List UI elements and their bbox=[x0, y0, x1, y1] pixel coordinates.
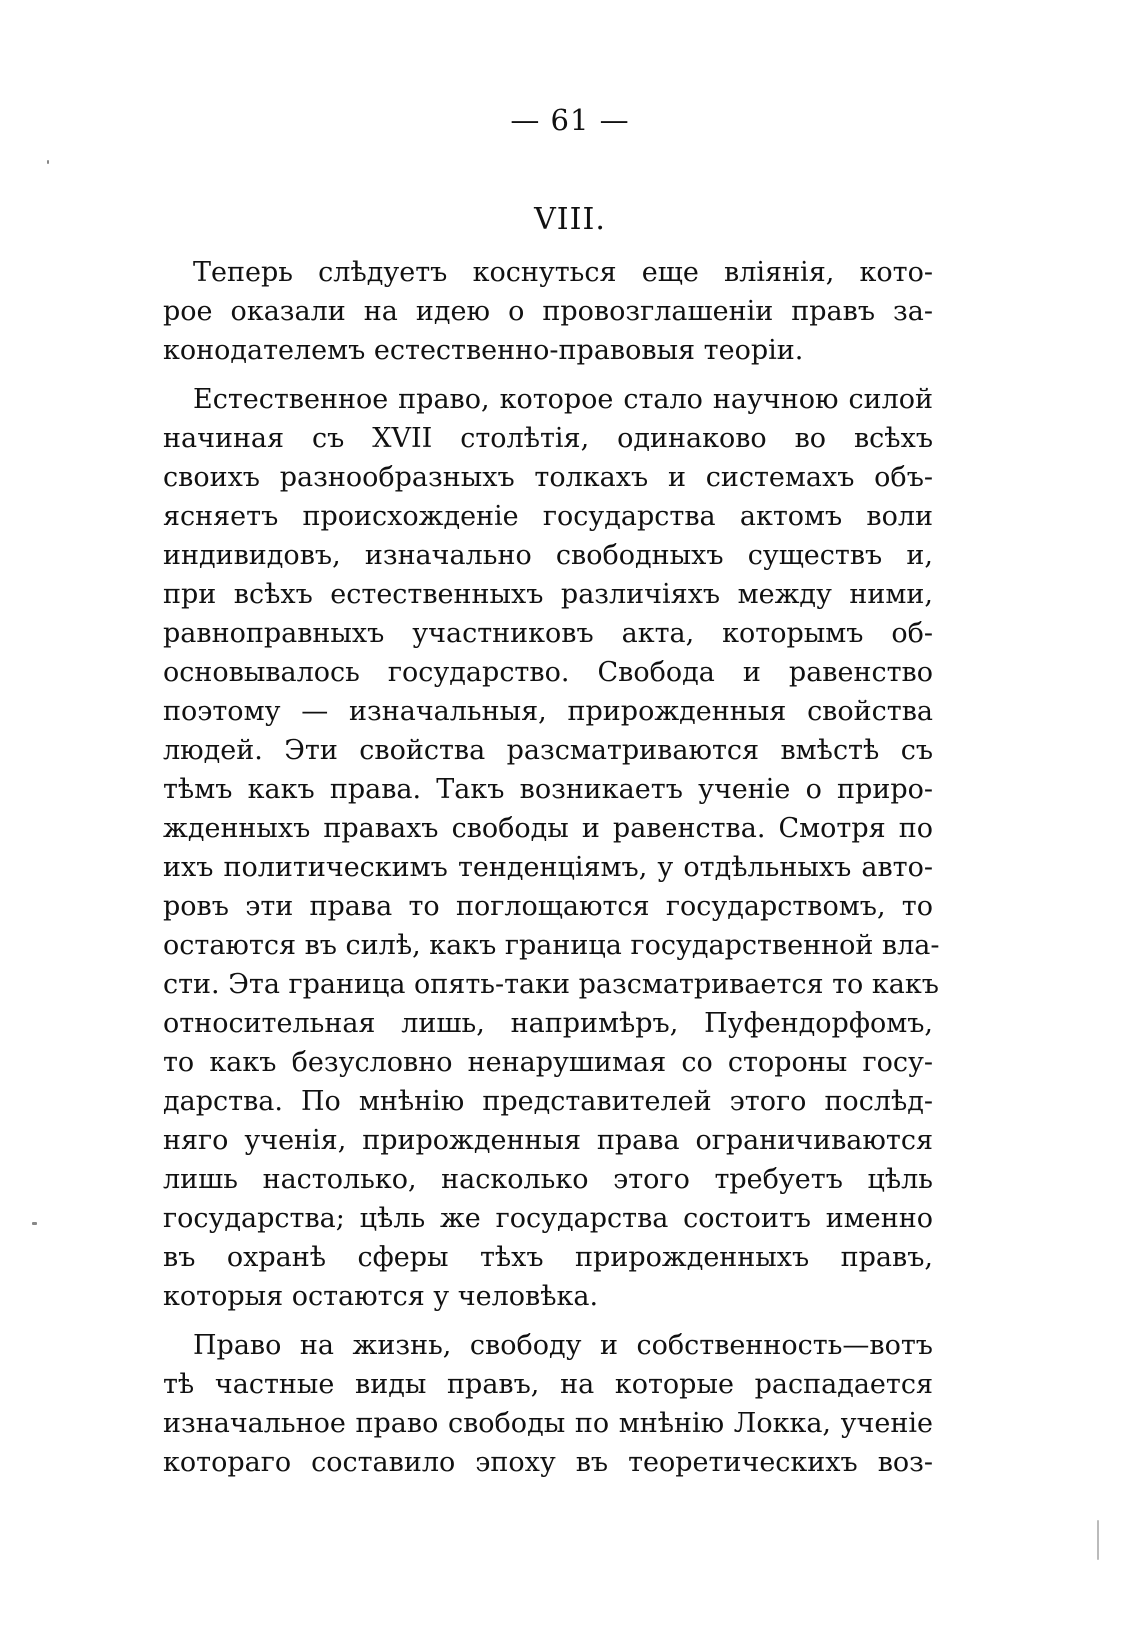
text-line: сти. Эта граница опять-таки разсматривается то какъ bbox=[163, 969, 939, 1000]
text-line: людей. Эти свойства разсматриваются вмѣстѣ съ bbox=[163, 735, 933, 766]
text-line: ровъ эти права то поглощаются государствомъ, то bbox=[163, 891, 933, 922]
text-line: государства; цѣль же государства состоитъ именно bbox=[163, 1203, 933, 1234]
scan-speck bbox=[47, 160, 49, 164]
text-line: начиная съ XVII столѣтія, одинаково во всѣхъ bbox=[163, 423, 933, 454]
paragraph bbox=[163, 380, 940, 1316]
text-line: въ охранѣ сферы тѣхъ прирожденныхъ правъ, bbox=[163, 1242, 933, 1273]
text-line: ясняетъ происхожденіе государства актомъ воли bbox=[163, 501, 933, 532]
scan-speck bbox=[32, 1222, 37, 1225]
page-number: — 61 — bbox=[510, 103, 630, 137]
text-line: котораго составило эпоху въ теоретическихъ воз- bbox=[163, 1447, 933, 1478]
text-line: индивидовъ, изначально свободныхъ существъ и, bbox=[163, 540, 933, 571]
text-line: своихъ разнообразныхъ толкахъ и системахъ объ- bbox=[163, 462, 933, 493]
text-line: лишь настолько, насколько этого требуетъ цѣль bbox=[163, 1164, 933, 1195]
text-line: которыя остаются у человѣка. bbox=[163, 1281, 599, 1312]
text-line: при всѣхъ естественныхъ различіяхъ между ними, bbox=[163, 579, 933, 610]
body-text bbox=[163, 253, 940, 1492]
section-heading: VIII. bbox=[534, 202, 606, 237]
text-line: относительная лишь, напримѣръ, Пуфендорфомъ, bbox=[163, 1008, 933, 1039]
text-line: то какъ безусловно ненарушимая со стороны госу- bbox=[163, 1047, 933, 1078]
text-line: дарства. По мнѣнію представителей этого послѣд- bbox=[163, 1086, 933, 1117]
text-line: равноправныхъ участниковъ акта, которымъ об- bbox=[163, 618, 933, 649]
text-line: рое оказали на идею о провозглашеніи правъ за- bbox=[163, 296, 933, 327]
text-line: основывалось государство. Свобода и равенство bbox=[163, 657, 933, 688]
text-line: Право на жизнь, свободу и собственность—вотъ bbox=[193, 1330, 933, 1361]
text-line: конодателемъ естественно-правовыя теоріи. bbox=[163, 335, 804, 366]
text-line: Естественное право, которое стало научною силой bbox=[193, 384, 933, 415]
text-line: поэтому — изначальныя, прирожденныя свойства bbox=[163, 696, 933, 727]
text-line: няго ученія, прирожденныя права ограничиваются bbox=[163, 1125, 933, 1156]
text-line: жденныхъ правахъ свободы и равенства. Смотря по bbox=[163, 813, 933, 844]
text-line: тѣмъ какъ права. Такъ возникаетъ ученіе о приро- bbox=[163, 774, 933, 805]
text-line: изначальное право свободы по мнѣнію Локка, ученіе bbox=[163, 1408, 933, 1439]
paragraph bbox=[163, 253, 933, 370]
text-line: Теперь слѣдуетъ коснуться еще вліянія, кото- bbox=[193, 257, 933, 288]
text-line: ихъ политическимъ тенденціямъ, у отдѣльныхъ авто- bbox=[163, 852, 933, 883]
text-line: тѣ частные виды правъ, на которые распадается bbox=[163, 1369, 933, 1400]
scan-edge-line bbox=[1097, 1520, 1099, 1560]
text-line: остаются въ силѣ, какъ граница государственной вла- bbox=[163, 930, 940, 961]
paragraph bbox=[163, 1326, 933, 1482]
